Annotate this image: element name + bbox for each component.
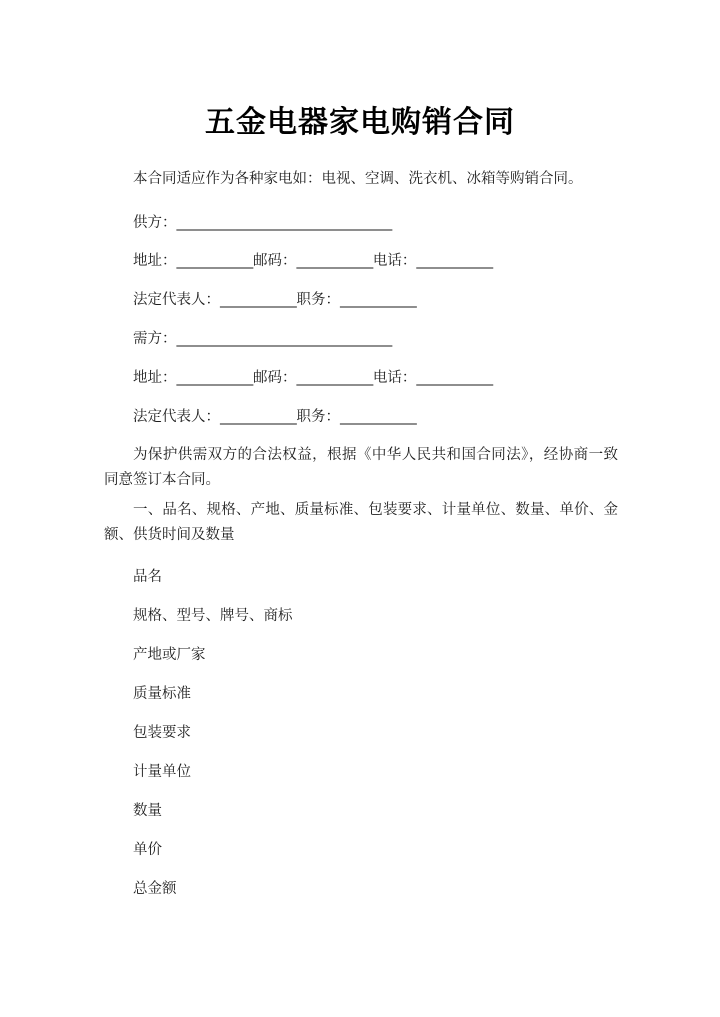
- buyer-phone-blank[interactable]: ___________: [416, 370, 493, 386]
- list-item: 单价: [133, 842, 162, 858]
- list-item: 规格、型号、牌号、商标: [133, 608, 293, 624]
- buyer-name-label: 需方：: [133, 331, 177, 347]
- supplier-address-row: [133, 250, 493, 272]
- buyer-phone-label: 电话：: [372, 370, 417, 386]
- buyer-representative-blank[interactable]: ___________: [220, 409, 297, 425]
- supplier-postcode-blank[interactable]: ___________: [296, 253, 373, 269]
- supplier-position-label: 职务：: [296, 292, 340, 308]
- supplier-position-blank[interactable]: ___________: [339, 292, 417, 308]
- clause-one-paragraph: 一、品名、规格、产地、质量标准、包装要求、计量单位、数量、单价、金额、供货时间及数量: [104, 502, 618, 543]
- buyer-postcode-label: 邮码：: [252, 370, 297, 386]
- supplier-phone-label: 电话：: [372, 253, 417, 269]
- buyer-representative-label: 法定代表人：: [133, 409, 220, 425]
- intro-text: 本合同适应作为各种家电如：电视、空调、洗衣机、冰箱等购销合同。: [133, 171, 583, 187]
- buyer-address-label: 地址：: [133, 370, 177, 386]
- supplier-address-label: 地址：: [133, 253, 177, 269]
- supplier-postcode-label: 邮码：: [252, 253, 297, 269]
- page-title: 五金电器家电购销合同: [205, 105, 515, 140]
- buyer-name-blank[interactable]: _______________________________: [176, 331, 392, 347]
- supplier-representative-label: 法定代表人：: [133, 292, 220, 308]
- supplier-representative-row: [133, 289, 416, 311]
- list-item: 品名: [133, 569, 162, 585]
- supplier-phone-blank[interactable]: ___________: [416, 253, 493, 269]
- buyer-address-blank[interactable]: ___________: [176, 370, 253, 386]
- supplier-name-blank[interactable]: _______________________________: [176, 215, 392, 231]
- supplier-address-blank[interactable]: ___________: [176, 253, 253, 269]
- buyer-position-label: 职务：: [296, 409, 340, 425]
- preamble-paragraph: 为保护供需双方的合法权益，根据《中华人民共和国合同法》，经协商一致同意签订本合同。: [104, 447, 618, 488]
- buyer-representative-row: [133, 406, 416, 428]
- supplier-name-row: [133, 212, 392, 234]
- list-item: 包装要求: [133, 725, 191, 741]
- list-item: 质量标准: [133, 686, 191, 702]
- buyer-address-row: [133, 367, 493, 389]
- buyer-name-row: [133, 328, 392, 350]
- list-item: 数量: [133, 803, 162, 819]
- list-item: 总金额: [133, 881, 177, 897]
- supplier-name-label: 供方：: [133, 215, 177, 231]
- buyer-postcode-blank[interactable]: ___________: [296, 370, 373, 386]
- list-item: 计量单位: [133, 764, 191, 780]
- list-item: 产地或厂家: [133, 647, 206, 663]
- buyer-position-blank[interactable]: ___________: [339, 409, 417, 425]
- supplier-representative-blank[interactable]: ___________: [220, 292, 297, 308]
